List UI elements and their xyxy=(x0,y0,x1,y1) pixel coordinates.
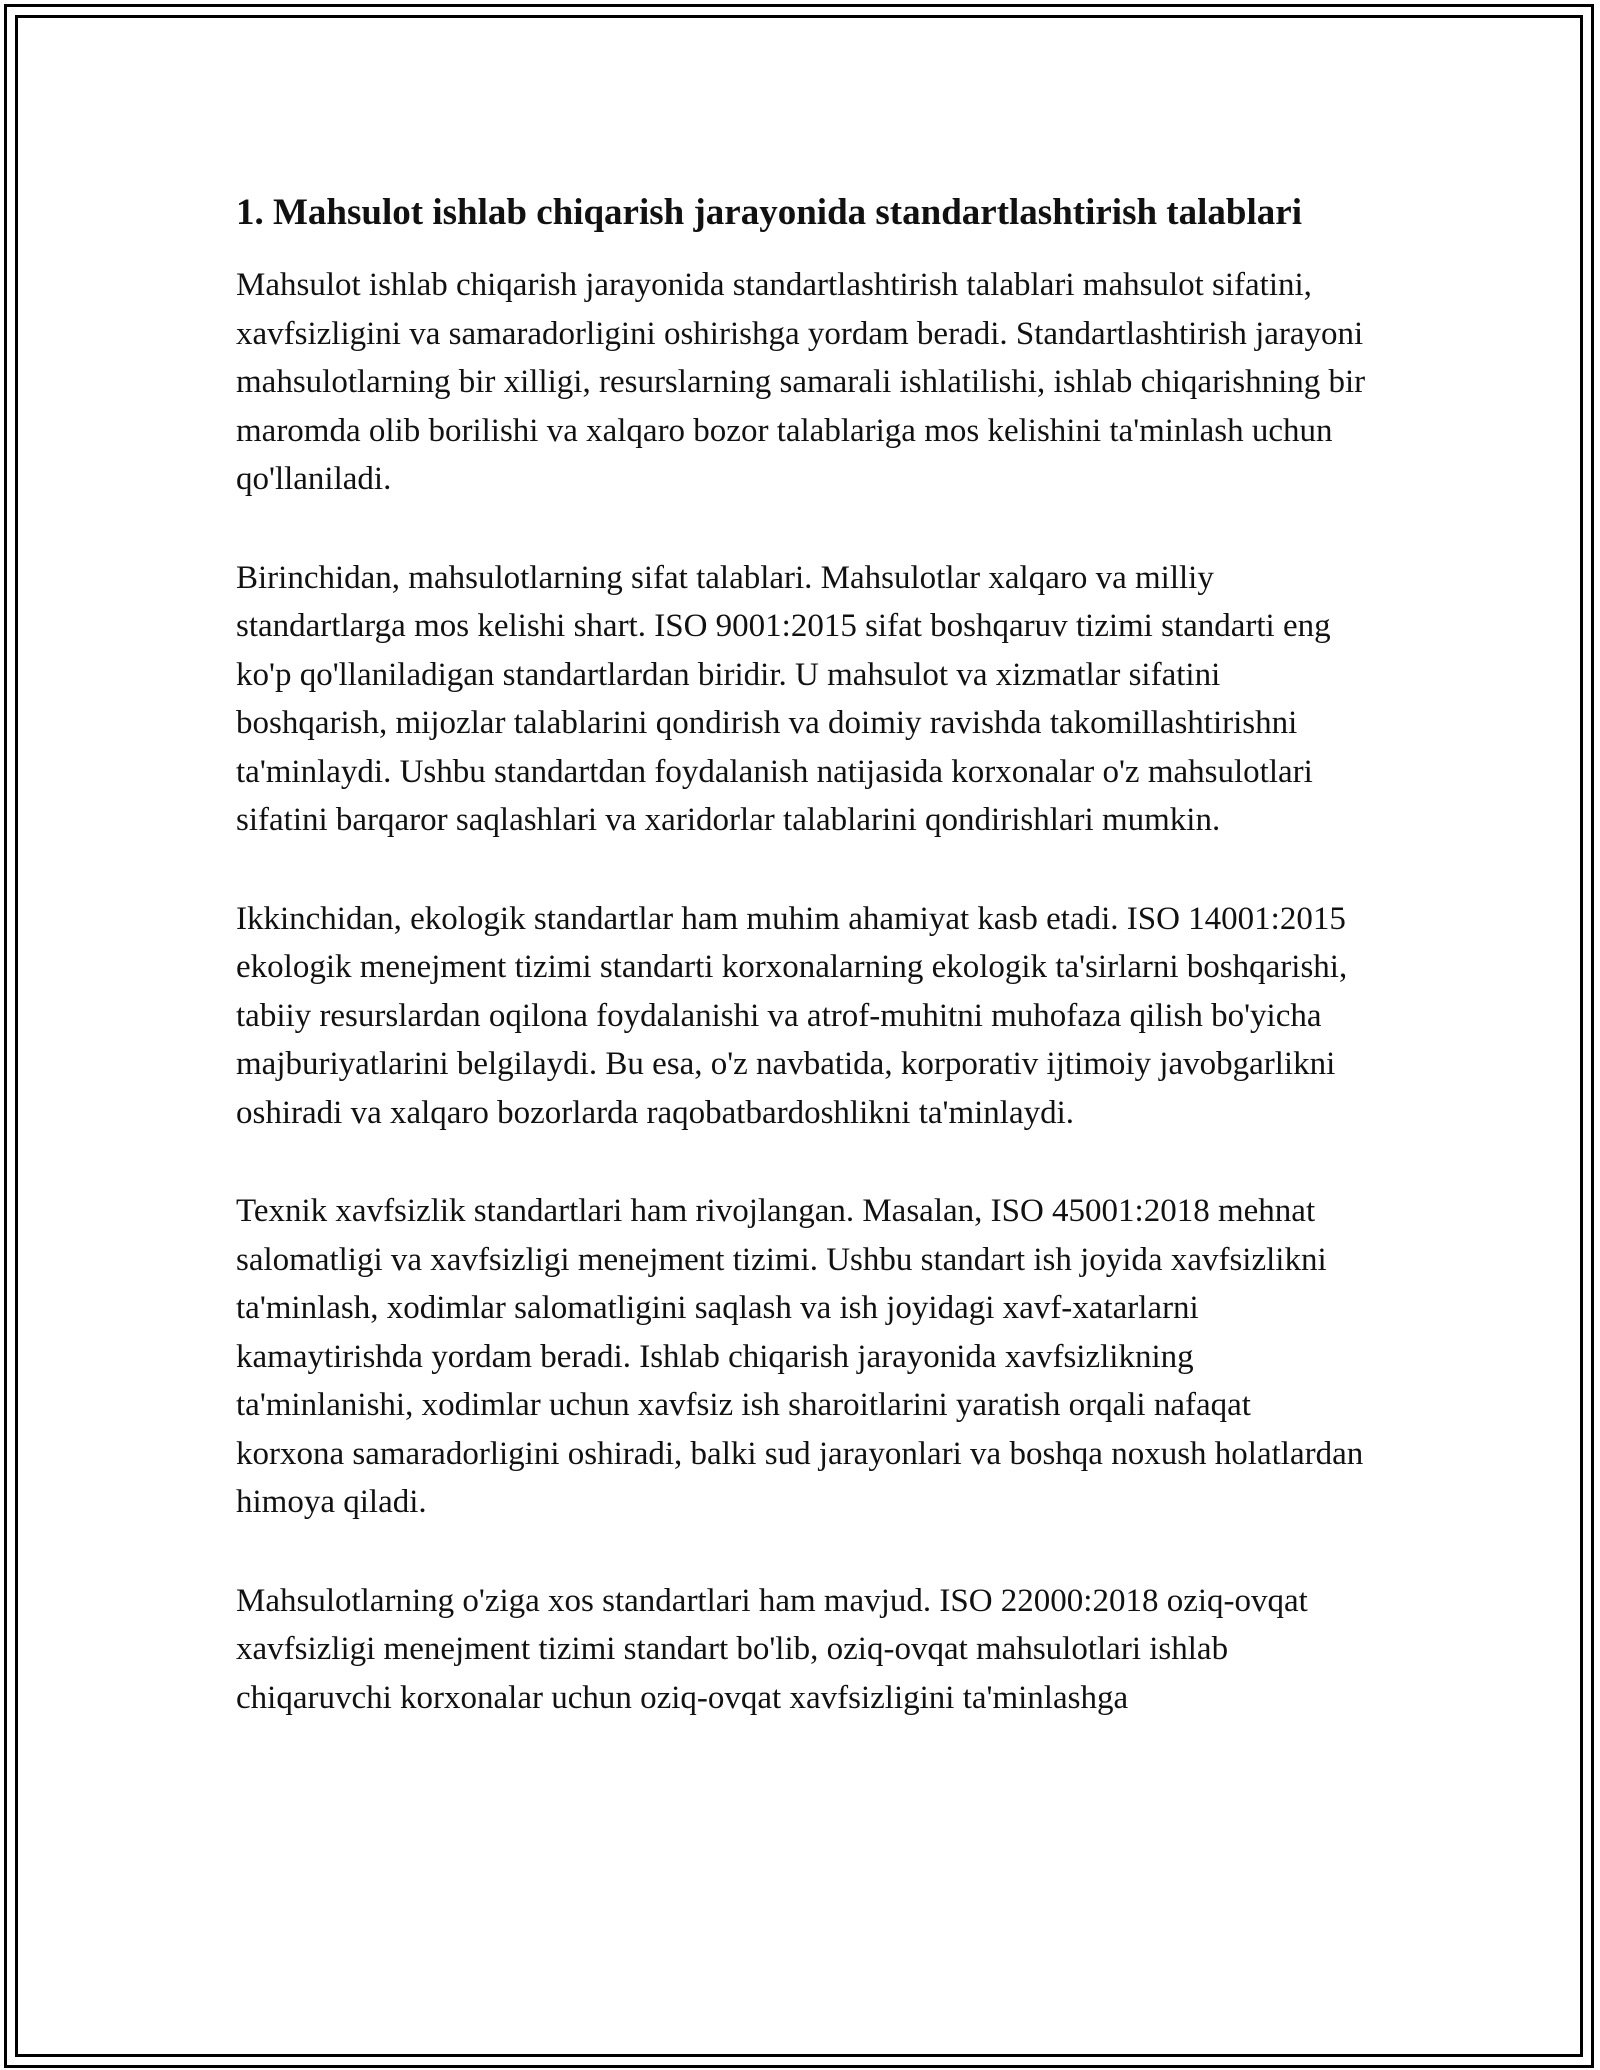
section-heading: 1. Mahsulot ishlab chiqarish jarayonida standartlashtirish talablari xyxy=(236,192,1302,233)
paragraph-intro: Mahsulot ishlab chiqarish jarayonida standartlashtirish talablari mahsulot sifatini, xavfsizligini va samaradorligini oshirishga yordam beradi. Standartlashtirish jarayoni mahsulotlarning bir xilligi, resurslarning samarali ishlatilishi, ishlab chiqarishning bir maromda olib borilishi va xalqaro bozor talablariga mos kelishini ta'minlash uchun qo'llaniladi. xyxy=(236,267,1366,497)
paragraph-ecological-standards: Ikkinchidan, ekologik standartlar ham muhim ahamiyat kasb etadi. ISO 14001:2015 ekologik menejment tizimi standarti korxonalarning ekologik ta'sirlarni boshqarishi, tabiiy resurslardan oqilona foydalanishi va atrof-muhitni muhofaza qilish bo'yicha majburiyatlarini belgilaydi. Bu esa, o'z navbatida, korporativ ijtimoiy javobgarlikni oshiradi va xalqaro bozorlarda raqobatbardoshlikni ta'minlaydi. xyxy=(236,900,1348,1131)
paragraph-food-safety-standards: Mahsulotlarning o'ziga xos standartlari ham mavjud. ISO 22000:2018 oziq-ovqat xavfsizligi menejment tizimi standart bo'lib, oziq-ovqat mahsulotlari ishlab chiqaruvchi korxonalar uchun oziq-ovqat xavfsizligini ta'minlashga xyxy=(236,1582,1308,1716)
paragraph-safety-standards: Texnik xavfsizlik standartlari ham rivojlangan. Masalan, ISO 45001:2018 mehnat salomatligi va xavfsizligi menejment tizimi. Ushbu standart ish joyida xavfsizlikni ta'minlash, xodimlar salomatligini saqlash va ish joyidagi xavf-xatarlarni kamaytirishda yordam beradi. Ishlab chiqarish jarayonida xavfsizlikning ta'minlanishi, xodimlar uchun xavfsiz ish sharoitlarini yaratish orqali nafaqat korxona samaradorligini oshiradi, balki sud jarayonlari va boshqa noxush holatlardan himoya qiladi. xyxy=(236,1193,1364,1520)
paragraph-quality-standards: Birinchidan, mahsulotlarning sifat talablari. Mahsulotlar xalqaro va milliy standartlarga mos kelishi shart. ISO 9001:2015 sifat boshqaruv tizimi standarti eng ko'p qo'llaniladigan standartlardan biridir. U mahsulot va xizmatlar sifatini boshqarish, mijozlar talablarini qondirish va doimiy ravishda takomillashtirishni ta'minlaydi. Ushbu standartdan foydalanish natijasida korxonalar o'z mahsulotlari sifatini barqaror saqlashlari va xaridorlar talablarini qondirishlari mumkin. xyxy=(236,559,1331,838)
document-body xyxy=(236,186,1366,1772)
